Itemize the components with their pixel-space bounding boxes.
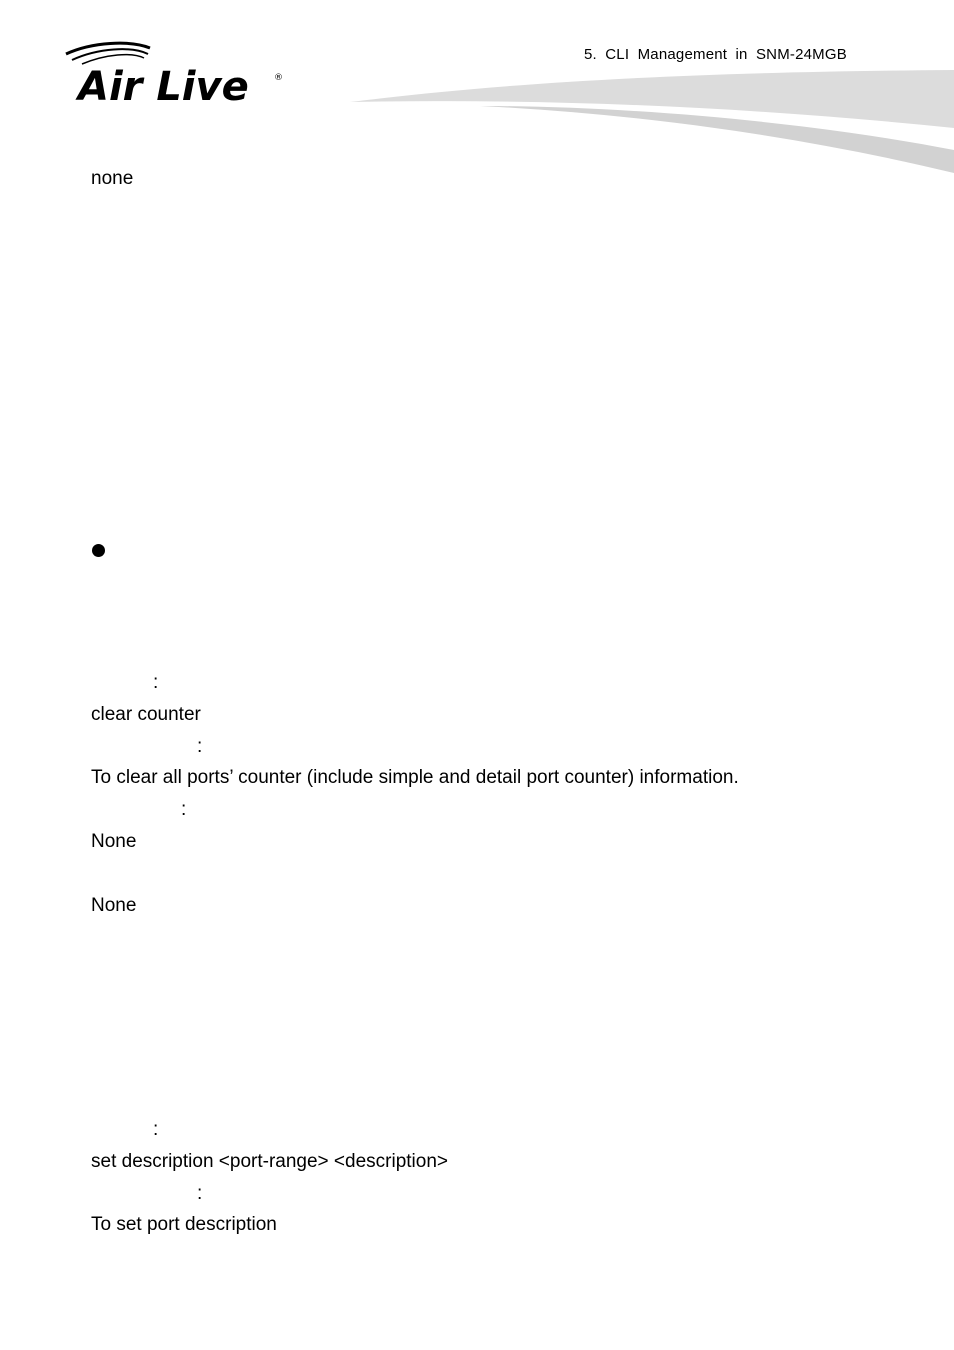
possible-value: None: [91, 895, 137, 916]
syntax-colon: :: [153, 672, 159, 693]
command-description: To set port description: [91, 1214, 277, 1235]
argument-colon: :: [181, 799, 187, 820]
command-description: To clear all ports’ counter (include simple and detail port counter) information.: [91, 767, 739, 788]
description-colon: :: [197, 736, 203, 757]
chapter-title: 5. CLI Management in SNM-24MGB: [584, 46, 847, 63]
bullet-point: [92, 544, 105, 557]
svg-text:Air Live: Air Live: [78, 64, 249, 110]
svg-text:®: ®: [274, 73, 283, 83]
value-none: none: [91, 168, 134, 189]
command-syntax: clear counter: [91, 704, 201, 725]
airlive-logo: [62, 40, 288, 110]
syntax-colon: :: [153, 1119, 159, 1140]
argument-value: None: [91, 831, 137, 852]
command-syntax: set description <port-range> <description>: [91, 1151, 448, 1172]
description-colon: :: [197, 1183, 203, 1204]
